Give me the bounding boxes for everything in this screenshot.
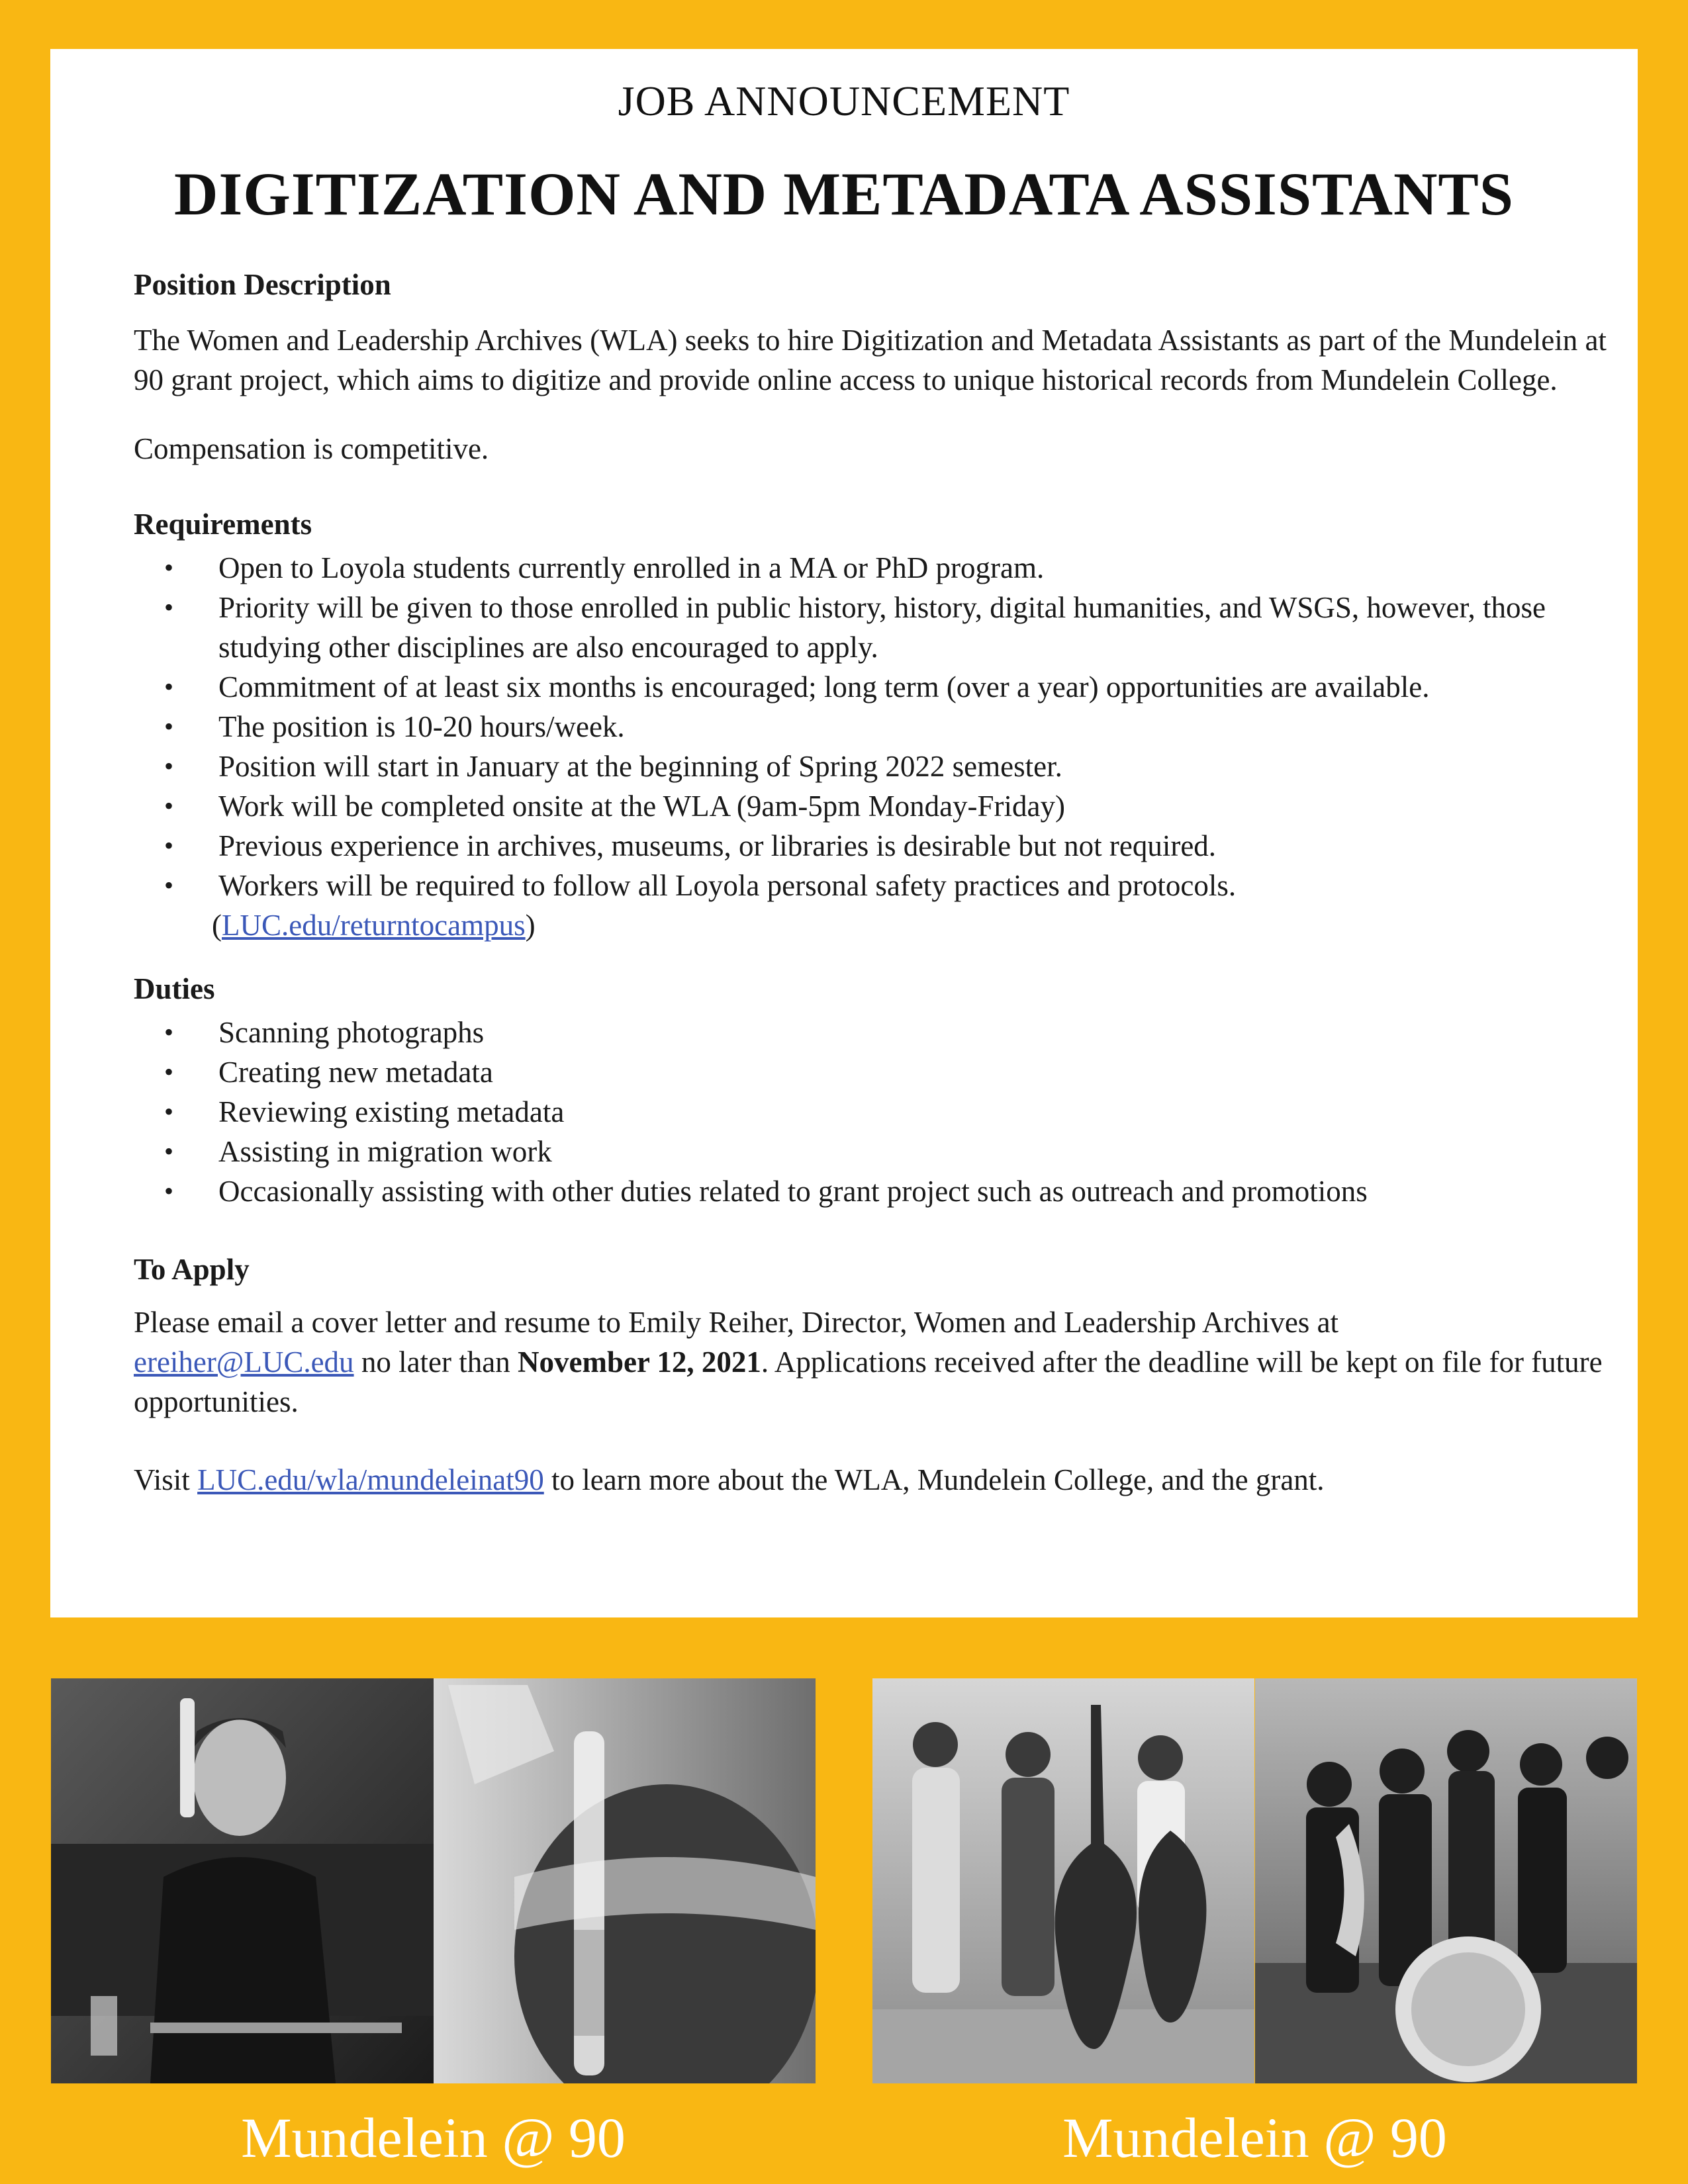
deadline-date: November 12, 2021 <box>517 1345 761 1379</box>
requirement-item: • Workers will be required to follow all Loyola personal safety practices and protocols. <box>134 866 1610 905</box>
apply-before-deadline: no later than <box>353 1345 518 1379</box>
duties-list <box>134 1013 1610 1211</box>
music-photo-collage <box>872 1678 1637 2083</box>
announcement-card <box>50 49 1638 1617</box>
caption-left: Mundelein @ 90 <box>241 2106 626 2169</box>
note-close-paren: ) <box>525 909 536 942</box>
apply-line: Please email a cover letter and resume to Emily Reiher, Director, Women and Leadership Archives at <box>134 1306 1339 1339</box>
job-announcement-kicker: JOB ANNOUNCEMENT <box>618 77 1070 124</box>
requirement-item: • The position is 10-20 hours/week. <box>134 707 1610 747</box>
requirement-item: • Previous experience in archives, museums, or libraries is desirable but not required. <box>134 826 1610 866</box>
science-photo-collage <box>51 1678 816 2083</box>
duty-item: • Occasionally assisting with other duties related to grant project such as outreach and promotions <box>134 1171 1610 1211</box>
requirements-heading: Requirements <box>134 508 312 541</box>
science-photo <box>51 1678 816 2083</box>
requirement-item: • Work will be completed onsite at the WLA (9am-5pm Monday-Friday) <box>134 786 1610 826</box>
to-apply-heading: To Apply <box>134 1253 250 1286</box>
requirement-item: • Priority will be given to those enrolled in public history, history, digital humanities, and WSGS, however, those studying other disciplines are also encouraged to apply. <box>134 588 1610 667</box>
page-title: DIGITIZATION AND METADATA ASSISTANTS <box>174 160 1514 228</box>
duties-heading: Duties <box>134 972 215 1005</box>
visit-prefix: Visit <box>134 1463 198 1496</box>
return-to-campus-note <box>134 905 1610 945</box>
requirements-list <box>134 548 1610 905</box>
email-link[interactable]: ereiher@LUC.edu <box>134 1345 354 1379</box>
duty-item: • Creating new metadata <box>134 1052 1610 1092</box>
apply-instructions <box>134 1302 1610 1422</box>
visit-suffix: to learn more about the WLA, Mundelein College, and the grant. <box>543 1463 1325 1496</box>
apply-after-deadline: . Applications received after the deadline will be kept on file for future opportunities. <box>134 1345 1603 1418</box>
position-description-text: The Women and Leadership Archives (WLA) seeks to hire Digitization and Metadata Assistants as part of the Mundelein at 90 grant project, which aims to digitize and provide online access to unique historical records from Mundelein College. <box>134 324 1607 396</box>
caption-right: Mundelein @ 90 <box>1062 2106 1447 2169</box>
note-open-paren: ( <box>212 909 222 942</box>
requirement-item: • Position will start in January at the beginning of Spring 2022 semester. <box>134 747 1610 786</box>
requirement-item: • Open to Loyola students currently enrolled in a MA or PhD program. <box>134 548 1610 588</box>
position-description-heading: Position Description <box>134 268 391 301</box>
requirement-item: • Commitment of at least six months is encouraged; long term (over a year) opportunities are available. <box>134 667 1610 707</box>
return-to-campus-link[interactable]: LUC.edu/returntocampus <box>222 909 526 942</box>
music-photo <box>872 1678 1637 2083</box>
compensation-text: Compensation is competitive. <box>134 432 489 465</box>
duty-item: • Scanning photographs <box>134 1013 1610 1052</box>
mundelein-link[interactable]: LUC.edu/wla/mundeleinat90 <box>197 1463 544 1496</box>
announcement-body <box>134 265 1610 1500</box>
duty-item: • Assisting in migration work <box>134 1132 1610 1171</box>
duty-item: • Reviewing existing metadata <box>134 1092 1610 1132</box>
visit-line <box>134 1460 1610 1500</box>
